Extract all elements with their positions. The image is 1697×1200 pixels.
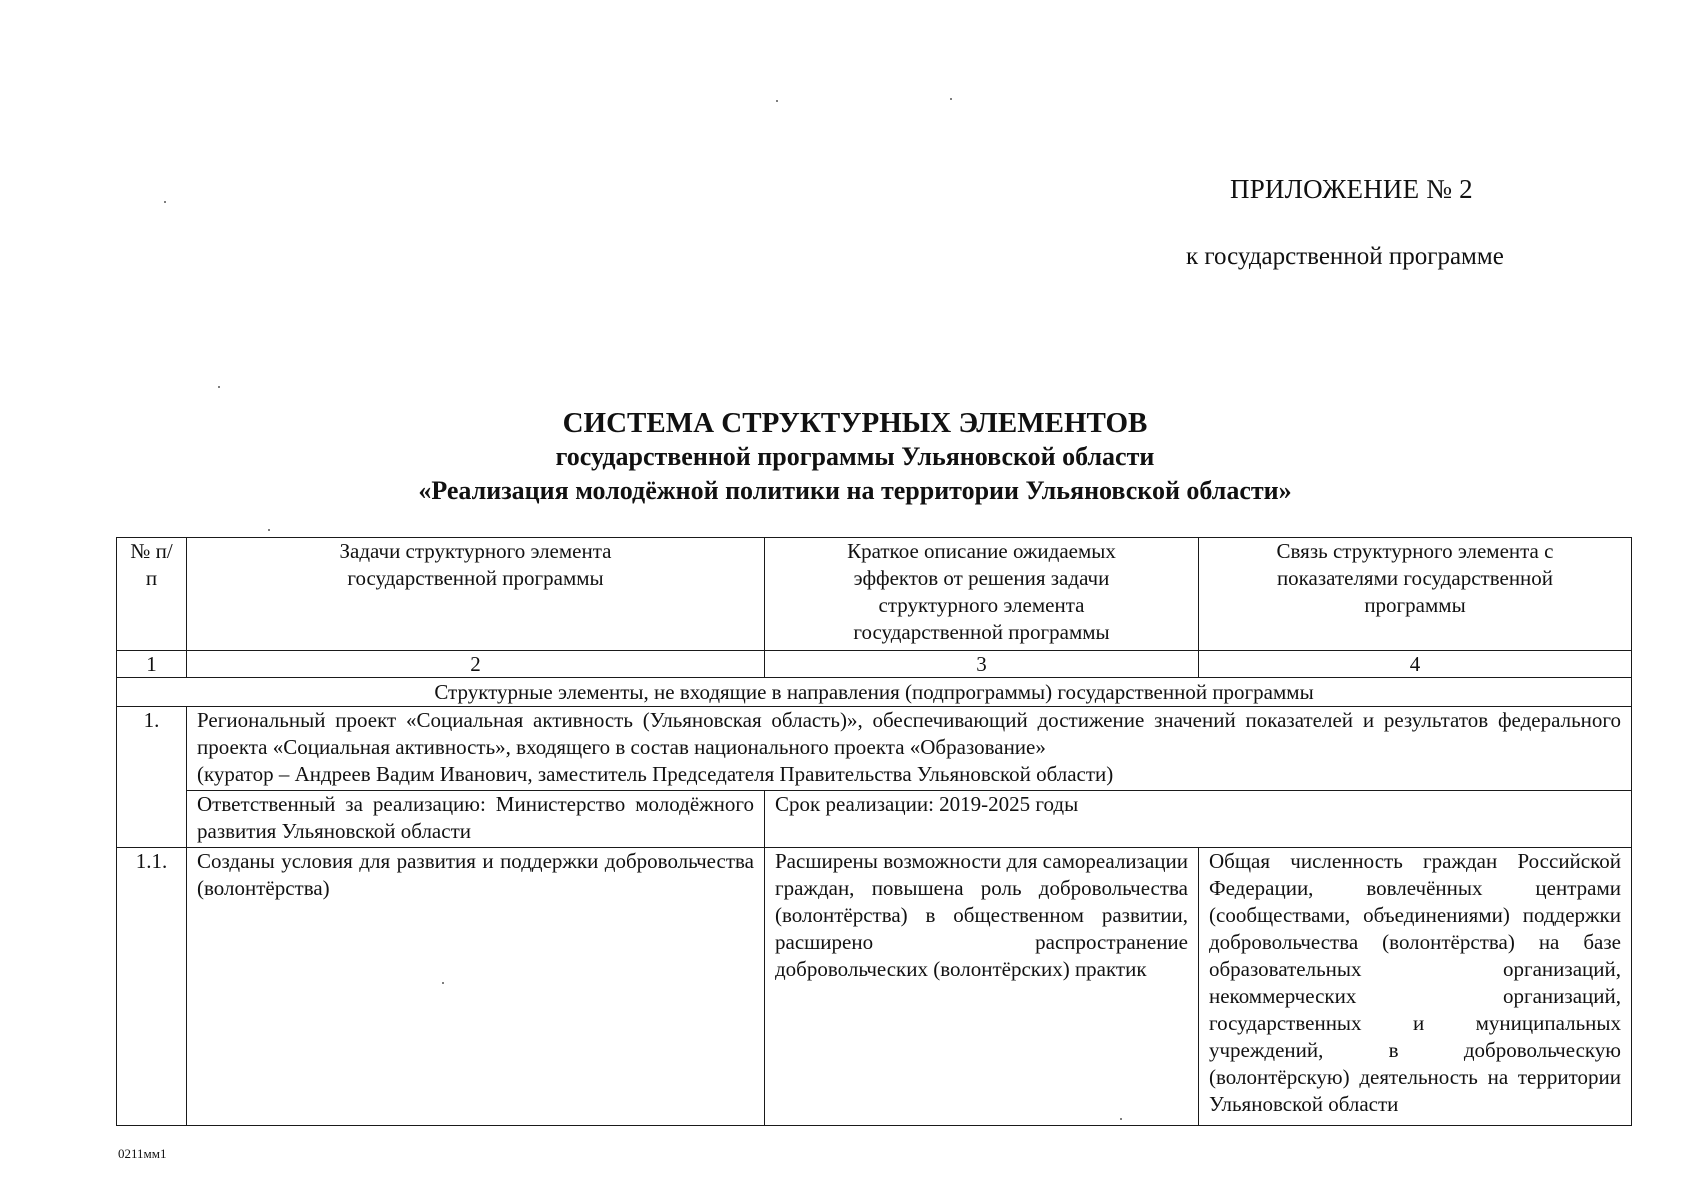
structure-table [116, 537, 1632, 1126]
title-line-2: государственной программы Ульяновской области [555, 442, 1155, 471]
section-row [117, 678, 1632, 707]
column-number: 1 [117, 651, 187, 678]
project-curator: (куратор – Андреев Вадим Иванович, заместитель Председателя Правительства Ульяновской области) [197, 762, 1114, 786]
appendix-subtitle: к государственной программе [1186, 243, 1504, 270]
scan-speck [268, 529, 270, 531]
project-description-cell [187, 707, 1632, 791]
row-effect: Расширены возможности для самореализации граждан, повышена роль добровольчества (волонтёрства) в общественном развитии, расширено распространение добровольческих (волонтёрских) практик [765, 848, 1199, 1126]
footer-code: 0211мм1 [118, 1146, 167, 1161]
scan-speck [218, 386, 220, 388]
project-meta-row [117, 791, 1632, 848]
scan-speck [164, 201, 166, 203]
header-row [117, 538, 1632, 651]
project-term: Срок реализации: 2019-2025 годы [765, 791, 1632, 848]
column-number: 3 [765, 651, 1199, 678]
header-link: Связь структурного элемента с показателями государственной программы [1199, 538, 1632, 651]
scan-speck [950, 98, 952, 100]
project-responsible: Ответственный за реализацию: Министерство молодёжного развития Ульяновской области [187, 791, 765, 848]
title-line-3: «Реализация молодёжной политики на территории Ульяновской области» [418, 476, 1292, 505]
row-link: Общая численность граждан Российской Федерации, вовлечённых центрами (сообществами, объединениями) поддержки добровольчества (волонтёрства) на базе образовательных организаций, некоммерческих организаций, государственных и муниципальных учреждений, в добровольческую (волонтёрскую) деятельность на территории Ульяновской области [1199, 848, 1632, 1126]
header-num: № п/п [117, 538, 187, 651]
column-number: 2 [187, 651, 765, 678]
scan-speck [776, 100, 778, 102]
document-title [0, 406, 1697, 508]
title-line-1: СИСТЕМА СТРУКТУРНЫХ ЭЛЕМЕНТОВ [562, 407, 1148, 439]
section-title: Структурные элементы, не входящие в направления (подпрограммы) государственной программы [117, 678, 1632, 707]
row-number: 1.1. [117, 848, 187, 1126]
table-row [117, 848, 1632, 1126]
project-description: Региональный проект «Социальная активность (Ульяновская область)», обеспечивающий достижение значений показателей и результатов федерального проекта «Социальная активность», входящего в состав национального проекта «Образование» [197, 708, 1621, 759]
project-number: 1. [117, 707, 187, 848]
project-row [117, 707, 1632, 791]
appendix-title: ПРИЛОЖЕНИЕ № 2 [1230, 174, 1473, 204]
column-number: 4 [1199, 651, 1632, 678]
row-task: Созданы условия для развития и поддержки добровольчества (волонтёрства) [187, 848, 765, 1126]
header-effects: Краткое описание ожидаемых эффектов от решения задачи структурного элемента государственной программы [765, 538, 1199, 651]
column-number-row [117, 651, 1632, 678]
header-tasks: Задачи структурного элемента государственной программы [187, 538, 765, 651]
